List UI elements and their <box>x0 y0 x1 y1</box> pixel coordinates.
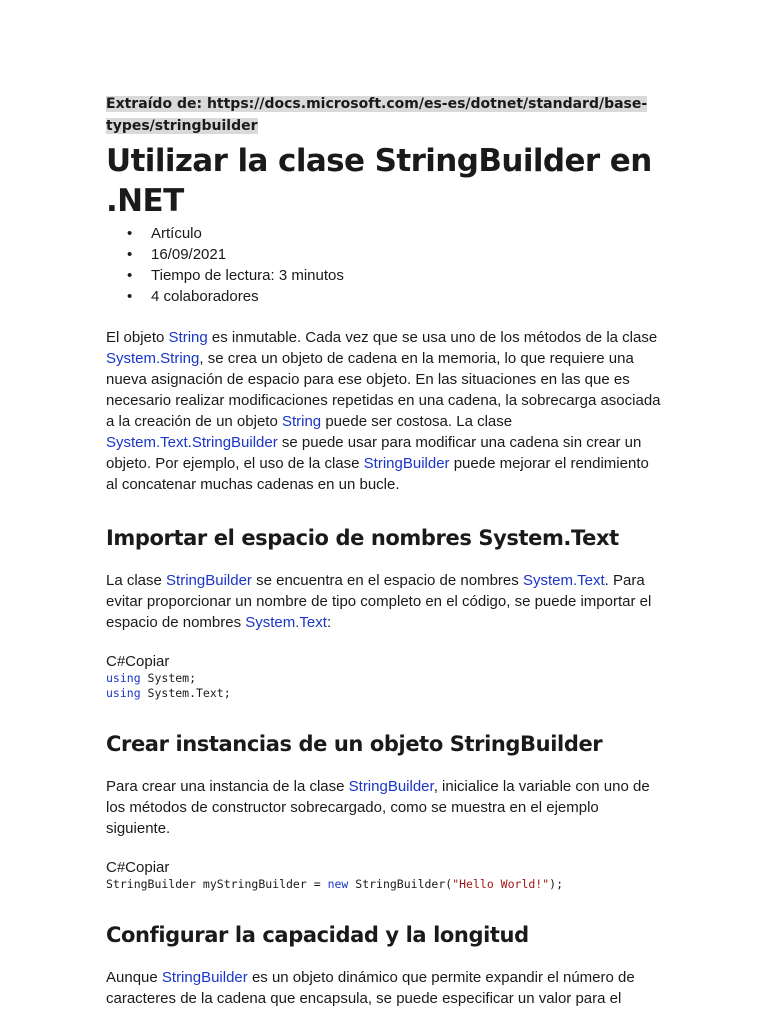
meta-item-label: 16/09/2021 <box>151 246 227 263</box>
code-block-constructor <box>106 877 662 892</box>
code-keyword: new <box>327 877 349 891</box>
code-keyword: using <box>106 686 141 700</box>
article-meta-list <box>106 223 662 307</box>
paragraph-text: , inicialice la variable con uno de los métodos de constructor sobrecargado, como se muestra en el ejemplo siguiente. <box>106 778 650 837</box>
intro-text: El objeto <box>106 329 169 346</box>
string-link[interactable]: String <box>168 329 208 346</box>
document-page <box>106 93 662 1009</box>
system-text-stringbuilder-link[interactable]: System.Text.StringBuilder <box>106 434 278 451</box>
meta-item-reading-time <box>106 265 662 286</box>
intro-text: puede mejorar el rendimiento al concatenar muchas cadenas en un bucle. <box>106 455 649 493</box>
meta-item-type <box>106 223 662 244</box>
instantiate-paragraph <box>106 776 662 839</box>
capacity-paragraph <box>106 967 662 1009</box>
intro-text: puede ser costosa. La clase <box>321 413 513 430</box>
meta-item-label: Artículo <box>151 225 202 242</box>
paragraph-text: Aunque <box>106 969 162 986</box>
paragraph-text: se encuentra en el espacio de nombres <box>251 572 523 589</box>
intro-paragraph <box>106 327 662 495</box>
system-text-link[interactable]: System.Text <box>522 572 605 589</box>
source-url-part-2: types/stringbuilder <box>106 118 258 134</box>
meta-item-label: 4 colaboradores <box>151 288 259 305</box>
paragraph-text: La clase <box>106 572 167 589</box>
code-text: StringBuilder( <box>348 877 453 891</box>
meta-item-label: Tiempo de lectura: 3 minutos <box>151 267 344 284</box>
code-keyword: using <box>106 671 141 685</box>
meta-item-contributors <box>106 286 662 307</box>
code-text: ); <box>549 877 563 891</box>
intro-text: se puede usar para modificar una cadena sin crear un objeto. Por ejemplo, el uso de la clase <box>106 434 642 472</box>
bullet-icon: • <box>127 246 133 263</box>
bullet-icon: • <box>127 225 133 242</box>
stringbuilder-link[interactable]: StringBuilder <box>363 455 450 472</box>
import-paragraph <box>106 570 662 633</box>
source-url-part-1: https://docs.microsoft.com/es-es/dotnet/standard/base- <box>206 96 648 112</box>
intro-text: es inmutable. Cada vez que se usa uno de los métodos de la clase <box>207 329 658 346</box>
code-block-using <box>106 671 662 701</box>
page-title: Utilizar la clase StringBuilder en .NET <box>106 143 652 219</box>
system-text-link[interactable]: System.Text <box>245 614 327 631</box>
bullet-icon: • <box>127 288 133 305</box>
meta-item-date <box>106 244 662 265</box>
code-language-label: C#Copiar <box>106 653 170 670</box>
source-attribution <box>106 93 662 137</box>
code-language-label: C#Copiar <box>106 859 170 876</box>
stringbuilder-link[interactable]: StringBuilder <box>166 572 252 589</box>
section-heading-instantiate: Crear instancias de un objeto StringBuilder <box>106 732 603 756</box>
system-string-link[interactable]: System.String <box>106 350 200 367</box>
paragraph-text: Para crear una instancia de la clase <box>106 778 349 795</box>
section-heading-capacity: Configurar la capacidad y la longitud <box>106 923 529 947</box>
string-link[interactable]: String <box>281 413 322 430</box>
code-text: System; <box>140 671 197 685</box>
code-text: StringBuilder myStringBuilder = <box>106 877 328 891</box>
section-heading-import: Importar el espacio de nombres System.Text <box>106 526 619 550</box>
code-text: System.Text; <box>140 686 231 700</box>
stringbuilder-link[interactable]: StringBuilder <box>348 778 434 795</box>
paragraph-text: : <box>326 614 332 631</box>
bullet-icon: • <box>127 267 133 284</box>
stringbuilder-link[interactable]: StringBuilder <box>161 969 248 986</box>
intro-text: , se crea un objeto de cadena en la memoria, lo que requiere una nueva asignación de espacio para ese objeto. En las situaciones en las que es necesario realizar modificaciones repetidas en una cadena, la sobrecarga asociada a la creación de un objeto <box>106 350 661 430</box>
paragraph-text: es un objeto dinámico que permite expandir el número de caracteres de la cadena que encapsula, se puede especificar un valor para el <box>106 969 635 1007</box>
code-string-literal: "Hello World!" <box>452 877 550 891</box>
paragraph-text: . Para evitar proporcionar un nombre de tipo completo en el código, se puede importar el espacio de nombres <box>106 572 652 631</box>
source-label: Extraído de: <box>106 96 207 112</box>
